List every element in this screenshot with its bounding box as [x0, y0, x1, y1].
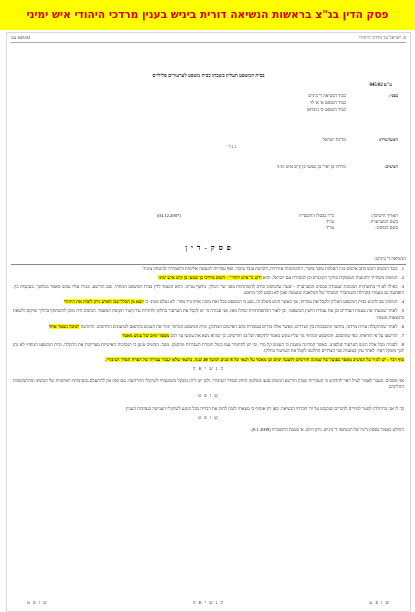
signature-label: ש ו פ ט [198, 394, 219, 400]
party-row [98, 93, 398, 99]
meta-row [58, 225, 398, 231]
party-row [98, 144, 398, 150]
party-label [242, 144, 288, 150]
verdict-body [13, 266, 404, 436]
paragraph-number: 7. [400, 332, 404, 338]
meta-label: תאריך הישיבה: [371, 213, 398, 218]
signature-label: ה נ ש י א ה [192, 600, 225, 606]
section-header: הנשיאה ד' ביניש: [11, 257, 406, 265]
party-value: נ ג ד [228, 144, 236, 150]
party-value: מרדכי בן יאיר בן שמעי בן קיש איש ימיני [276, 164, 346, 170]
highlighted-text: ישיבה נשאר אחד [48, 323, 80, 329]
party-value: מדינת ישראל [322, 137, 346, 143]
final-decision [13, 357, 404, 363]
paragraph-number: 1. [400, 266, 404, 271]
party-row [98, 100, 398, 106]
paragraph [13, 275, 404, 281]
signature-label: ה נ ש י א ה [192, 367, 225, 373]
paragraph-number: 5. [400, 308, 404, 314]
paragraph-text: הורשעו על פי הודאתו, כפי שהוסכם, והמשפט המחוזי גזר עליו עונש מאסר לתקופה של 12 חודשים, כך שהוא נשא את עונשו עד תום [170, 332, 398, 338]
highlighted-text: ידוע כ"איש יהודי" - חשוב מרדכי בן שמעי בן קיש איש ימיני [158, 275, 262, 281]
paragraph [13, 308, 404, 320]
paragraph-number: 4. [400, 299, 404, 305]
signature-row [13, 416, 404, 422]
hearing-date: (04.12.2007) [157, 213, 181, 218]
paragraph-text: המשיב שב להגיע בבית המשפט העליון ולקבל את עמדתו, אך כאשר הגיע בשלב זה, טען כי המשפט בכל זאת מזכה אותו ביד אחר. לא נעלם מעיני כי [144, 299, 398, 305]
meta-value: עו"ד [326, 225, 334, 231]
verdict-title: פ ס ק - ד י ן [185, 243, 232, 252]
paragraph [13, 333, 404, 339]
paragraph [13, 299, 404, 305]
paragraph [13, 284, 404, 296]
paragraph [13, 342, 404, 354]
signature-row [13, 367, 404, 373]
closing-statement: הוחלט כאמור בפסק-דינה של הנשיאה ד' ביניש. ניתן היום, א' בטבת התשס"ח (8.1.2008). [250, 426, 404, 432]
meta-value: עו"ד [326, 219, 334, 225]
party-value: כבוד השופט ס' ג'ובראן [307, 107, 346, 113]
banner-title: פסק הדין בג"צ בראשות הנשיאה דורית ביניש בענין מרדכי היהודי איש ימיני [26, 9, 389, 21]
paragraph-number: 3. [400, 284, 404, 290]
court-name: בבית המשפט העליון בשבתו כבית משפט לערעורים פליליים [152, 74, 265, 79]
signature-label: ש ו פ ט [369, 600, 390, 606]
decision-text: סוף דבר : יש לגזור על המשיב מאסר בפועל של שמונה חודשים ותשעה ימים וכן מאסר על תנאי של 8 שנים למשך 20 שנה, בתנאי שלא יעבור עבירה של הפרת הסדר הציבורי. [105, 357, 404, 363]
party-label [352, 107, 398, 113]
hearing-meta [58, 213, 398, 231]
paragraph [13, 324, 404, 330]
meta-label: בשם המשיב: [375, 225, 398, 231]
meta-label: בשם המערערת: [369, 219, 398, 225]
title-banner [0, 0, 415, 30]
concurring-opinion: כך לו אני ברוחלהו לסטר למידים לדברים שנקבעו על ידי חברתי הנשיאה. כאן רק אוסיף כי מצאתי לנכון לחזק את דבריה בכל הנוגע לשיקולי הענישה בנסיבות העניין. [124, 405, 404, 411]
paragraph-text: כאילו לא די בתשתיות המגוונת שעמדה בבסיס המערערת - שעה שהמשיב סירב להשתחוות בפני שר המלך, נחשף עניינו, והוא הועמד לדין בבית המשפט המחוזי, שם הורשע, ונגזרו עליו עונש מאסר ממושך. בעקבות כך, הופתעה גם מעמדו בקהילה כשנתברר המבחר של המלאכה שנעשה ואכן לא נקבע לכך מראש. [13, 284, 404, 296]
highlighted-text: יוצא מן הכלל שבו האיש ניתן לזכות את היהודי [63, 299, 144, 305]
paragraph-number: 8. [400, 341, 404, 347]
paragraph-text: המשיב משתייך לתנועות העוסקות בחקר הקונגרס וכן למסורת עם ישראל, והוא [262, 275, 398, 281]
party-label: בפני: [389, 93, 398, 98]
parties-block [98, 93, 398, 172]
verdict-document [6, 32, 411, 612]
party-value: כבוד הנשיאה ד' ביניש [308, 93, 346, 98]
party-row [98, 164, 398, 170]
party-label [352, 100, 398, 106]
signature-label: ש ו פ ט [198, 415, 219, 421]
party-value: כבוד השופט א' א' לוי [309, 100, 346, 106]
party-row [98, 137, 398, 143]
party-label: המשיב: [384, 164, 398, 170]
bottom-signatures [27, 601, 390, 607]
party-label: המערערת: [378, 137, 398, 143]
header-left-text: 845/02 עמ [11, 35, 31, 40]
highlighted-text: מספר ימים של עונש מאסר [122, 332, 170, 338]
case-number: ע"פ 845/02 [369, 83, 392, 88]
paragraph-number: 2. [400, 275, 404, 281]
paragraph-text: כנגד המשיב הוגש כתב אישום בגין העלמת עובד ציבור, התקוממות אזרחית, הקרעת עובד ציבור, ואף עבירות למעשה אלימות והשמירה לביטחון ציבור. [141, 266, 398, 271]
paragraph-text: לאחר שמעתי את טענות הצדדים וכן את עמדת היועץ המשפטי, וכן לאור ההתפתחויות שחלו מאז, אני סבורה כי יש לקבל את הערעור בחלקו ולהורות על קיצור תקופת המאסר. המשיב היה מוכן להשתתף בהליך שיקום ולשאת בתוצאות מעשיו. [13, 308, 404, 320]
concurring-opinion: אני מסכים. מעבר לאמור לעיל ראוי להדגיש כי העבירות שבהן הורשע המשיב פגעו בשלטון החוק ובסדר הציבורי, ולכן יש ליתן משקל משמעותי לשיקולי ההרתעה. עם זאת אין להתעלם מנסיבותיו האישיות של המשיב ומהתמשכות ההליכים. [13, 378, 404, 390]
paragraph [13, 266, 404, 272]
paragraph-text: לאחר שהתקבלה עדות מרדכי, נחתמו ההסכמות בין הצדדים, כאשר אלה מודים בעובדות כתב האישום המתוקן, ובית המשפט המחוזי יגזור את העונש בהתאם לטיעונים החדשים. ההודעה [80, 323, 398, 329]
signature-label: ש ו פ ט [27, 600, 48, 606]
header-right-text: ס. ישראל נגד מרדכי היהודי [359, 35, 406, 40]
document-header-line [11, 35, 406, 43]
signature-row [13, 394, 404, 400]
party-row [98, 107, 398, 113]
paragraph-text: לסוגיה מכל אלה הוגש הערעור שלפנינו, כאשר המדינה טוענת כי העונש קל מדי, וכי יש להחמיר עמו בשל חומרת העבירות ומיקומן. מנגד, המשיב טוען כי הנסיבות האישיות מצדיקות את ההקלה, ובית המשפט המחוזי לא נתן לכך משקל ראוי. לאחר עיון בטענות שני הצדדים החלטנו לקבל את הערעור בחלקו. [13, 341, 404, 353]
paragraph-number: 6. [400, 323, 404, 329]
meta-value: כ"ד בכסלו התשס"ח [299, 213, 334, 218]
